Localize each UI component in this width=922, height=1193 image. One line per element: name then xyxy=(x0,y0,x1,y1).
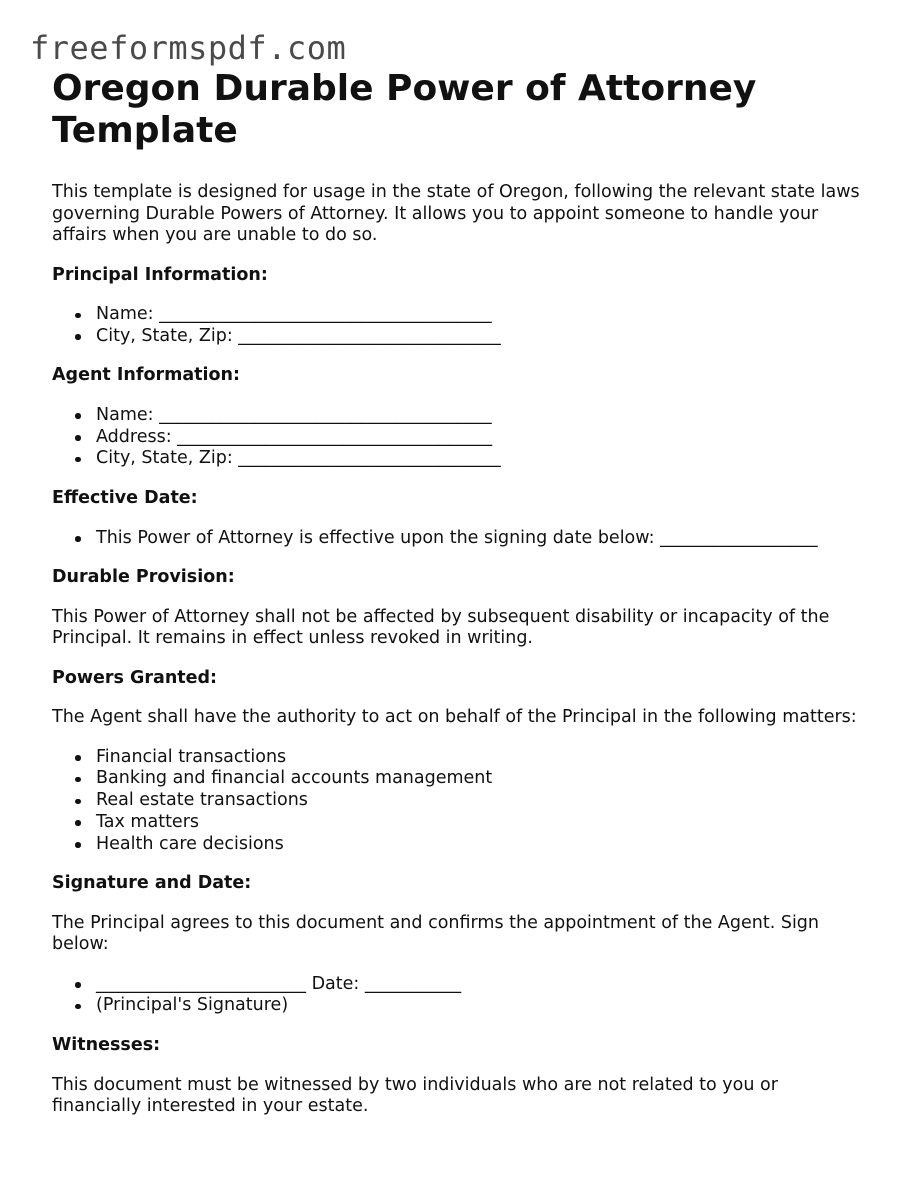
list-item xyxy=(96,747,872,769)
watermark: freeformspdf.com xyxy=(30,29,347,67)
agent-address-field[interactable] xyxy=(96,427,872,449)
witnesses-text: This document must be witnessed by two individuals who are not related to you or financially interested in your estate. xyxy=(52,1074,778,1117)
powers-granted-section xyxy=(52,668,872,856)
document-page xyxy=(52,68,872,1118)
witnesses-heading: Witnesses: xyxy=(52,1035,161,1056)
principal-information-list xyxy=(52,304,872,347)
agent-name-field[interactable] xyxy=(96,405,872,427)
powers-granted-heading: Powers Granted: xyxy=(52,667,218,688)
effective-date-field[interactable] xyxy=(96,528,872,550)
agent-information-heading: Agent Information: xyxy=(52,365,240,386)
agent-information-list xyxy=(52,405,872,470)
agent-information-section xyxy=(52,365,872,470)
bullet-icon xyxy=(75,413,81,419)
list-item-text: ________________________ Date: ___________ xyxy=(96,973,462,994)
signature-date-heading: Signature and Date: xyxy=(52,873,252,894)
bullet-icon xyxy=(75,313,81,319)
list-item-text: This Power of Attorney is effective upon the signing date below: __________________ xyxy=(96,527,818,548)
bullet-icon xyxy=(75,457,81,463)
bullet-icon xyxy=(75,334,81,340)
page-title: Oregon Durable Power of Attorney Template xyxy=(52,68,757,151)
effective-date-heading: Effective Date: xyxy=(52,488,198,509)
durable-provision-heading: Durable Provision: xyxy=(52,567,235,588)
durable-provision-text: This Power of Attorney shall not be affected by subsequent disability or incapacity of the Principal. It remains in effect unless revoked in writing. xyxy=(52,606,830,649)
bullet-icon xyxy=(75,435,81,441)
signature-date-list xyxy=(52,974,872,1017)
bullet-icon xyxy=(75,842,81,848)
list-item-text: City, State, Zip: ______________________________ xyxy=(96,448,501,469)
bullet-icon xyxy=(75,982,81,988)
list-item-text: Financial transactions xyxy=(96,746,287,767)
powers-granted-text: The Agent shall have the authority to act on behalf of the Principal in the following matters: xyxy=(52,707,857,728)
witnesses-section xyxy=(52,1035,872,1118)
list-item-text: Tax matters xyxy=(96,811,200,832)
agent-city-state-zip-field[interactable] xyxy=(96,448,872,470)
principal-name-field[interactable] xyxy=(96,304,872,326)
list-item-text: Name: ______________________________________ xyxy=(96,304,492,324)
bullet-icon xyxy=(75,820,81,826)
powers-granted-list xyxy=(52,747,872,856)
list-item-text: Banking and financial accounts management xyxy=(96,768,493,789)
principal-information-section xyxy=(52,265,872,348)
bullet-icon xyxy=(75,536,81,542)
list-item-text: Address: ____________________________________ xyxy=(96,426,493,447)
bullet-icon xyxy=(75,755,81,761)
signature-date-field[interactable] xyxy=(96,974,872,996)
list-item xyxy=(96,834,872,856)
principal-city-state-zip-field[interactable] xyxy=(96,326,872,348)
intro-paragraph: This template is designed for usage in the state of Oregon, following the relevant state laws governing Durable Powers of Attorney. It allows you to appoint someone to handle your affairs when you are unable to do so. xyxy=(52,182,860,245)
signature-date-text: The Principal agrees to this document and confirms the appointment of the Agent. Sign below: xyxy=(52,912,820,955)
principal-information-heading: Principal Information: xyxy=(52,264,268,285)
bullet-icon xyxy=(75,777,81,783)
list-item xyxy=(96,768,872,790)
list-item-text: City, State, Zip: ______________________________ xyxy=(96,325,501,346)
list-item-text: Health care decisions xyxy=(96,833,284,854)
signature-date-section xyxy=(52,873,872,1017)
bullet-icon xyxy=(75,1004,81,1010)
bullet-icon xyxy=(75,799,81,805)
durable-provision-section xyxy=(52,567,872,650)
list-item xyxy=(96,812,872,834)
effective-date-section xyxy=(52,488,872,549)
list-item-text: (Principal's Signature) xyxy=(96,995,289,1016)
list-item-text: Real estate transactions xyxy=(96,790,308,811)
principal-signature-label xyxy=(96,995,872,1017)
list-item xyxy=(96,790,872,812)
effective-date-list xyxy=(52,528,872,550)
list-item-text: Name: ______________________________________ xyxy=(96,404,492,425)
